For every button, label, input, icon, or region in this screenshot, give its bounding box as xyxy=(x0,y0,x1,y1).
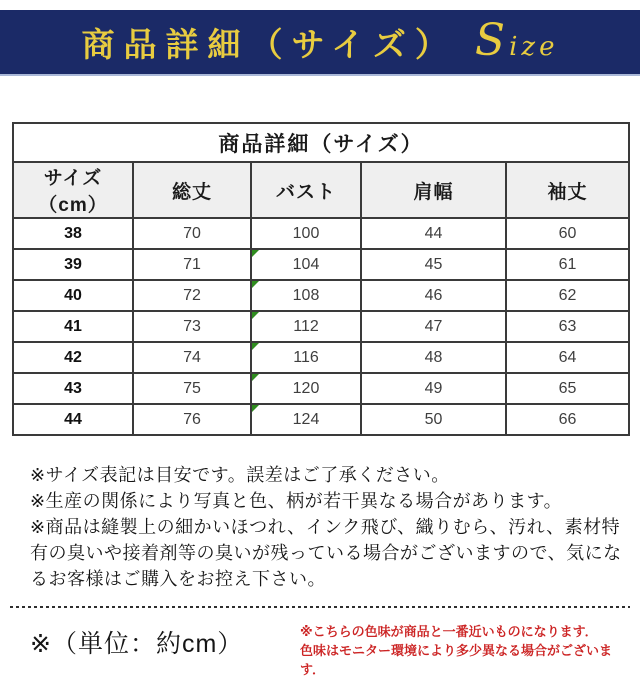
shoulder-value: 49 xyxy=(361,373,506,404)
table-title: 商品詳細（サイズ） xyxy=(13,123,629,162)
disclaimer-notes xyxy=(30,462,630,592)
length-value: 71 xyxy=(133,249,251,280)
bust-value: 100 xyxy=(251,218,361,249)
size-value: 41 xyxy=(13,311,133,342)
note-color-difference: ※生産の関係により写真と色、柄が若干異なる場合があります。 xyxy=(30,491,563,511)
sleeve-value: 64 xyxy=(506,342,629,373)
table-title-row xyxy=(13,123,629,162)
bust-value: 112 xyxy=(251,311,361,342)
table-row xyxy=(13,342,629,373)
header-banner xyxy=(0,10,640,76)
note-size-tolerance: ※サイズ表記は目安です。誤差はご了承ください。 xyxy=(30,465,450,485)
table-row xyxy=(13,404,629,435)
length-value: 76 xyxy=(133,404,251,435)
sleeve-value: 66 xyxy=(506,404,629,435)
sleeve-value: 65 xyxy=(506,373,629,404)
shoulder-value: 47 xyxy=(361,311,506,342)
length-value: 75 xyxy=(133,373,251,404)
length-value: 72 xyxy=(133,280,251,311)
bust-value: 108 xyxy=(251,280,361,311)
shoulder-value: 48 xyxy=(361,342,506,373)
column-header-size: サイズ（cm） xyxy=(13,162,133,218)
column-header-sleeve: 袖丈 xyxy=(506,162,629,218)
dashed-divider xyxy=(10,606,630,608)
column-header-length: 総丈 xyxy=(133,162,251,218)
shoulder-value: 45 xyxy=(361,249,506,280)
color-disclaimer-red xyxy=(300,620,630,679)
footer-section xyxy=(30,620,630,679)
banner-title-japanese: 商品詳細（サイズ） xyxy=(81,25,457,63)
banner-title-size-script: Size xyxy=(474,15,559,66)
note-material-quality: ※商品は縫製上の細かいほつれ、インク飛び、織りむら、汚れ、素材特有の臭いや接着剤等の臭いが残っている場合がございますので、気になるお客様はご購入をお控え下さい。 xyxy=(30,517,622,589)
shoulder-value: 46 xyxy=(361,280,506,311)
green-corner-marker xyxy=(252,405,259,412)
green-corner-marker xyxy=(252,343,259,350)
table-row xyxy=(13,373,629,404)
bust-value: 104 xyxy=(251,249,361,280)
sleeve-value: 60 xyxy=(506,218,629,249)
red-note-line-2: 色味はモニター環境により多少異なる場合がございます． xyxy=(300,643,613,677)
size-value: 38 xyxy=(13,218,133,249)
shoulder-value: 50 xyxy=(361,404,506,435)
bust-value: 116 xyxy=(251,342,361,373)
green-corner-marker xyxy=(252,312,259,319)
bust-value: 120 xyxy=(251,373,361,404)
sleeve-value: 63 xyxy=(506,311,629,342)
red-note-line-1: ※こちらの色味が商品と一番近いものになります． xyxy=(300,624,598,639)
bust-value: 124 xyxy=(251,404,361,435)
size-value: 42 xyxy=(13,342,133,373)
table-row xyxy=(13,218,629,249)
green-corner-marker xyxy=(252,374,259,381)
length-value: 73 xyxy=(133,311,251,342)
green-corner-marker xyxy=(252,281,259,288)
table-row xyxy=(13,311,629,342)
sleeve-value: 62 xyxy=(506,280,629,311)
size-chart-table xyxy=(12,122,630,436)
length-value: 70 xyxy=(133,218,251,249)
column-header-shoulder: 肩幅 xyxy=(361,162,506,218)
table-row xyxy=(13,249,629,280)
size-value: 44 xyxy=(13,404,133,435)
sleeve-value: 61 xyxy=(506,249,629,280)
green-corner-marker xyxy=(252,250,259,257)
size-value: 43 xyxy=(13,373,133,404)
table-header-row xyxy=(13,162,629,218)
column-header-bust: バスト xyxy=(251,162,361,218)
table-row xyxy=(13,280,629,311)
shoulder-value: 44 xyxy=(361,218,506,249)
size-value: 40 xyxy=(13,280,133,311)
unit-note: ※（単位：約cm） xyxy=(30,630,244,658)
length-value: 74 xyxy=(133,342,251,373)
size-value: 39 xyxy=(13,249,133,280)
